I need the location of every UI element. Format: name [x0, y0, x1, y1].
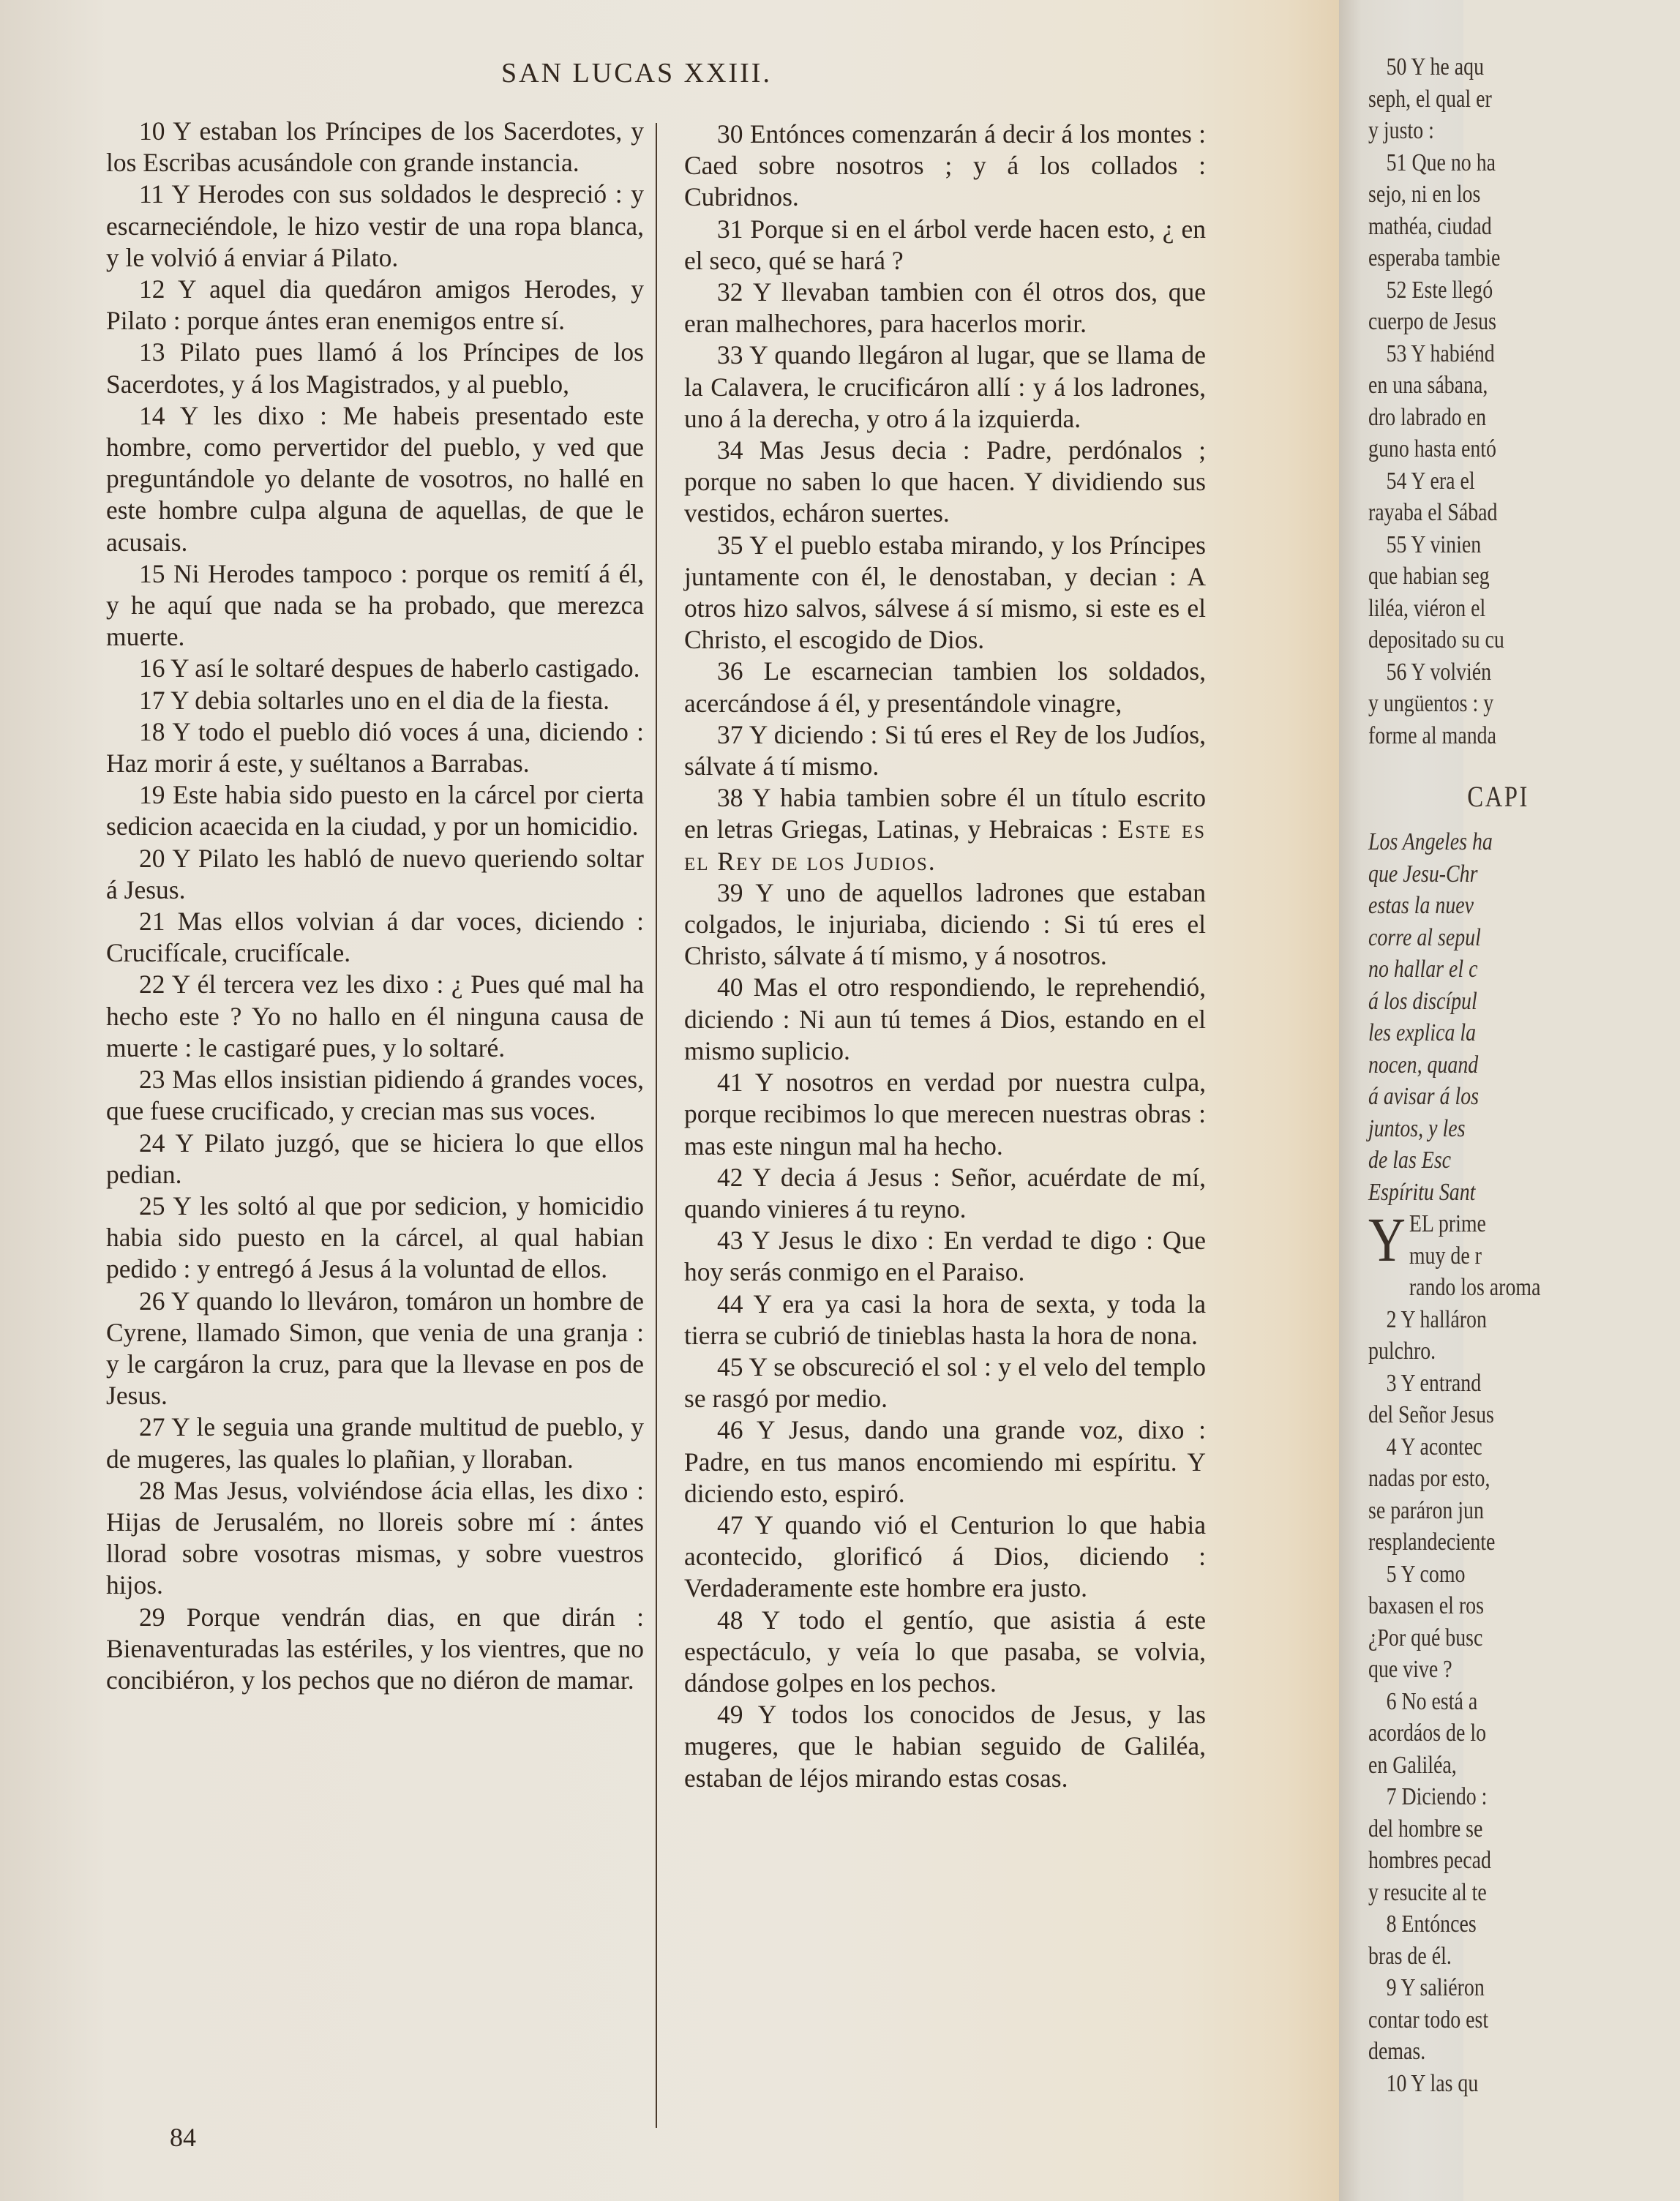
facing-line: pulchro. [1368, 1338, 1436, 1365]
verse [684, 719, 1206, 782]
verse-text: 37 Y diciendo : Si tú eres el Rey de los Judíos, sálvate á tí mismo. [684, 719, 1206, 781]
verse [684, 1414, 1206, 1510]
verse-text: 35 Y el pueblo estaba mirando, y los Príncipes juntamente con él, le denostaban, y decian : A otros hizo salvos, sálvese á sí mismo, si este es el Christo, el escogido de Dios. [684, 530, 1206, 655]
verse-text: 25 Y les soltó al que por sedicion, y homicidio habia sido puesto en la cárcel, al qual habian pedido : y entregó á Jesus á la voluntad de ellos. [106, 1191, 644, 1284]
verse-text: 36 Le escarnecian tambien los soldados, acercándose á él, y presentándole vinagre, [684, 656, 1206, 718]
facing-line: 54 Y era el [1386, 467, 1475, 495]
facing-line: 6 No está a [1386, 1687, 1478, 1715]
facing-line: 51 Que no ha [1386, 149, 1496, 176]
verse [684, 119, 1206, 214]
verse [106, 1128, 644, 1191]
verse-text: 33 Y quando llegáron al lugar, que se llama de la Calavera, le crucificáron allí : y á los ladrones, uno á la derecha, y otro á la izquierda. [684, 340, 1206, 433]
verse-text: 44 Y era ya casi la hora de sexta, y toda la tierra se cubrió de tinieblas hasta la hora de nona. [684, 1289, 1206, 1350]
facing-line: rando los aroma [1409, 1274, 1541, 1301]
facing-line: en una sábana, [1368, 372, 1488, 399]
verse-text: 11 Y Herodes con sus soldados le despreció : y escarneciéndole, le hizo vestir de una ropa blanca, y le volvió á enviar á Pilato. [106, 179, 644, 272]
facing-page-edge [1339, 0, 1541, 2201]
verse [684, 1351, 1206, 1414]
verse [106, 906, 644, 969]
facing-line: muy de r [1409, 1242, 1482, 1270]
chapter-summary-line: les explica la [1368, 1019, 1477, 1046]
chapter-summary-line: nocen, quand [1368, 1051, 1479, 1079]
facing-line: 52 Este llegó [1386, 276, 1493, 304]
verse-text: 30 Entónces comenzarán á decir á los montes : Caed sobre nosotros ; y á los collados : Cubridnos. [684, 119, 1206, 212]
facing-line: sejo, ni en los [1368, 181, 1481, 208]
verse [106, 337, 644, 400]
facing-line: 4 Y acontec [1386, 1433, 1482, 1461]
verse-text: 19 Este habia sido puesto en la cárcel por cierta sedicion acaecida en la ciudad, y por un homicidio. [106, 780, 644, 841]
facing-line: contar todo est [1368, 2006, 1489, 2033]
verse-text: 31 Porque si en el árbol verde hacen esto, ¿ en el seco, qué se hará ? [684, 214, 1206, 275]
verse-text: 15 Ni Herodes tampoco : porque os remití á él, y he aquí que nada se ha probado, que merezca muerte. [106, 558, 644, 652]
chapter-summary-line: que Jesu-Chr [1368, 860, 1478, 888]
facing-line: 2 Y halláron [1386, 1305, 1487, 1333]
verse [106, 1475, 644, 1602]
verse [684, 656, 1206, 719]
verse [106, 685, 644, 716]
facing-line: seph, el qual er [1368, 85, 1492, 113]
chapter-summary-line: Espíritu Sant [1368, 1178, 1476, 1206]
verse [106, 843, 644, 906]
running-head: SAN LUCAS XXIII. [501, 58, 772, 89]
verse [684, 1510, 1206, 1605]
facing-line: bras de él. [1368, 1942, 1452, 1970]
facing-line: del Señor Jesus [1368, 1401, 1494, 1428]
facing-page-text [1368, 51, 1680, 2099]
verse-text: 22 Y él tercera vez les dixo : ¿ Pues qué mal ha hecho este ? Yo no hallo en él ninguna causa de muerte : le castigaré pues, y lo soltaré. [106, 970, 644, 1062]
chapter-heading: CAPI [1467, 780, 1529, 813]
facing-line: resplandeciente [1368, 1529, 1496, 1556]
chapter-summary-line: de las Esc [1368, 1147, 1452, 1174]
chapter-summary-line: Los Angeles ha [1368, 828, 1493, 855]
facing-line: en Galiléa, [1368, 1751, 1457, 1779]
verse-text: 24 Y Pilato juzgó, que se hiciera lo que ellos pedian. [106, 1128, 644, 1189]
facing-line: 55 Y vinien [1386, 530, 1482, 558]
facing-line: 56 Y volvién [1386, 658, 1492, 686]
facing-line: y justo : [1368, 117, 1434, 144]
verse-text: 40 Mas el otro respondiendo, le reprehendió, diciendo : Ni aun tú temes á Dios, estando en el mismo suplicio. [684, 972, 1206, 1065]
facing-line: 10 Y las qu [1386, 2069, 1479, 2097]
facing-line: hombres pecad [1368, 1847, 1491, 1874]
verse-text: 13 Pilato pues llamó á los Príncipes de los Sacerdotes, y á los Magistrados, y al pueblo, [106, 337, 644, 399]
chapter-summary-line: á los discípul [1368, 987, 1477, 1015]
verse [684, 340, 1206, 435]
facing-line: baxasen el ros [1368, 1592, 1484, 1619]
page-number: 84 [170, 2123, 196, 2152]
left-column [106, 116, 644, 1696]
facing-line: ¿Por qué busc [1368, 1624, 1483, 1651]
verse-text: 45 Y se obscureció el sol : y el velo del templo se rasgó por medio. [684, 1351, 1206, 1414]
verse [684, 1289, 1206, 1351]
verse [684, 530, 1206, 656]
facing-line: 50 Y he aqu [1386, 53, 1485, 80]
verse [106, 274, 644, 337]
verse [106, 116, 644, 179]
chapter-summary-line: estas la nuev [1368, 892, 1474, 919]
verse-text: 23 Mas ellos insistian pidiendo á grandes voces, que fuese crucificado, y crecian mas sus voces. [106, 1065, 644, 1126]
verse [106, 1191, 644, 1286]
verse-text: 26 Y quando lo lleváron, tomáron un hombre de Cyrene, llamado Simon, que venia de una granja : y le cargáron la cruz, para que la llevase en pos de Jesus. [106, 1286, 644, 1411]
facing-line: acordáos de lo [1368, 1720, 1487, 1747]
verse [106, 1064, 644, 1127]
verse-text: 21 Mas ellos volvian á dar voces, diciendo : Crucifícale, crucifícale. [106, 907, 644, 968]
verse-text: 47 Y quando vió el Centurion lo que habia acontecido, glorificó á Dios, diciendo : Verdaderamente este hombre era justo. [684, 1510, 1206, 1603]
verse [106, 716, 644, 779]
verse [106, 779, 644, 842]
facing-line: 7 Diciendo : [1386, 1783, 1488, 1810]
facing-line: y ungüentos : y [1368, 690, 1494, 717]
verse-text: 27 Y le seguia una grande multitud de pueblo, y de mugeres, las quales lo plañian, y lloraban. [106, 1412, 644, 1474]
verse [684, 1067, 1206, 1162]
chapter-opening [1368, 1204, 1680, 1275]
verse-text: 38 Y habia tambien sobre él un título escrito en letras Griegas, Latinas, y Hebraicas : [684, 783, 1206, 844]
verse-text: 20 Y Pilato les habló de nuevo queriendo soltar á Jesus. [106, 843, 644, 904]
verse-text: 32 Y llevaban tambien con él otros dos, que eran malhechores, para hacerlos morir. [684, 277, 1206, 339]
verse [106, 1286, 644, 1412]
verse-text: 29 Porque vendrán dias, en que dirán : Bienaventuradas las estériles, y los vientres, que no concibiéron, y los pechos que no diéron de mamar. [106, 1602, 644, 1695]
facing-line: 9 Y saliéron [1386, 1974, 1485, 2001]
verse-text: 18 Y todo el pueblo dió voces á una, diciendo : Haz morir á este, y suéltanos a Barrabas. [106, 716, 644, 779]
facing-line: forme al manda [1368, 721, 1496, 749]
verse [106, 400, 644, 558]
right-column [684, 119, 1206, 1794]
verse [684, 1162, 1206, 1225]
verse [106, 969, 644, 1064]
inscription-small-caps: Este es el Rey de los Judios. [684, 814, 1206, 876]
facing-line: 5 Y como [1386, 1560, 1466, 1588]
facing-line: 53 Y habiénd [1386, 340, 1495, 367]
verse-text: 12 Y aquel dia quedáron amigos Herodes, y Pilato : porque ántes eran enemigos entre sí. [106, 274, 644, 336]
verse-text: 46 Y Jesus, dando una grande voz, dixo : Padre, en tus manos encomiendo mi espíritu. Y diciendo esto, espiró. [684, 1415, 1206, 1508]
facing-line: EL prime [1409, 1210, 1486, 1237]
facing-line: rayaba el Sábad [1368, 499, 1498, 526]
verse [684, 435, 1206, 530]
verse [684, 782, 1206, 877]
verse [106, 179, 644, 274]
facing-line: 8 Entónces [1386, 1911, 1477, 1938]
verse [684, 277, 1206, 340]
facing-line: mathéa, ciudad [1368, 212, 1492, 240]
facing-line: se paráron jun [1368, 1496, 1484, 1524]
facing-line: del hombre se [1368, 1815, 1483, 1842]
drop-cap: Y [1368, 1204, 1406, 1275]
facing-line: liléa, viéron el [1368, 594, 1486, 622]
facing-line: dro labrado en [1368, 403, 1487, 431]
facing-line: demas. [1368, 2038, 1426, 2065]
verse [684, 1225, 1206, 1288]
verse-text: 28 Mas Jesus, volviéndose ácia ellas, les dixo : Hijas de Jerusalém, no lloreis sobre mí : ántes llorad sobre vosotras mismas, y sobre vuestros hijos. [106, 1475, 644, 1600]
verse-text: 41 Y nosotros en verdad por nuestra culpa, porque recibimos lo que merecen nuestras obras : mas este ningun mal ha hecho. [684, 1068, 1206, 1161]
verse [684, 1605, 1206, 1700]
facing-line: que habian seg [1368, 563, 1490, 590]
facing-line: nadas por esto, [1368, 1465, 1490, 1492]
verse-text: 34 Mas Jesus decia : Padre, perdónalos ; porque no saben lo que hacen. Y dividiendo sus vestidos, echáron suertes. [684, 435, 1206, 528]
verse [106, 653, 644, 684]
facing-line: esperaba tambie [1368, 244, 1501, 271]
verse [106, 1411, 644, 1474]
facing-line: 3 Y entrand [1386, 1369, 1482, 1397]
verse-text: 39 Y uno de aquellos ladrones que estaban colgados, le injuriaba, diciendo : Si tú eres el Christo, sálvate á tí mismo, y á nosotros. [684, 877, 1206, 971]
verse [684, 972, 1206, 1067]
chapter-summary-line: á avisar á los [1368, 1083, 1480, 1110]
facing-line: depositado su cu [1368, 626, 1504, 653]
verse [684, 214, 1206, 277]
facing-line: que vive ? [1368, 1656, 1452, 1683]
chapter-summary-line: corre al sepul [1368, 923, 1481, 951]
verse-text: 42 Y decia á Jesus : Señor, acuérdate de mí, quando vinieres á tu reyno. [684, 1162, 1206, 1223]
verse-text: 49 Y todos los conocidos de Jesus, y las mugeres, que le habian seguido de Galiléa, estaban de léjos mirando estas cosas. [684, 1700, 1206, 1793]
verse-text: 16 Y así le soltaré despues de haberlo castigado. [139, 653, 640, 683]
verse-text: 43 Y Jesus le dixo : En verdad te digo : Que hoy serás conmigo en el Paraiso. [684, 1226, 1206, 1287]
facing-line: cuerpo de Jesus [1368, 308, 1496, 335]
verse-text: 10 Y estaban los Príncipes de los Sacerdotes, y los Escribas acusándole con grande instancia. [106, 116, 644, 178]
verse-text: 17 Y debia soltarles uno en el dia de la fiesta. [139, 685, 610, 715]
facing-line: guno hasta entó [1368, 435, 1496, 462]
verse [684, 1699, 1206, 1794]
verse-text: 14 Y les dixo : Me habeis presentado este hombre, como pervertidor del pueblo, y ved que preguntándole yo delante de vosotros, no hallé en este hombre culpa alguna de aquellas, de que le acusais. [106, 400, 644, 557]
chapter-summary-line: juntos, y les [1368, 1114, 1466, 1142]
verse-text: 48 Y todo el gentío, que asistia á este espectáculo, y veía lo que pasaba, se volvia, dándose golpes en los pechos. [684, 1605, 1206, 1698]
column-rule [656, 123, 657, 2128]
verse [106, 1602, 644, 1697]
chapter-summary-line: no hallar el c [1368, 956, 1478, 983]
verse [106, 558, 644, 653]
verse [684, 877, 1206, 972]
facing-line: y resucite al te [1368, 1878, 1487, 1906]
